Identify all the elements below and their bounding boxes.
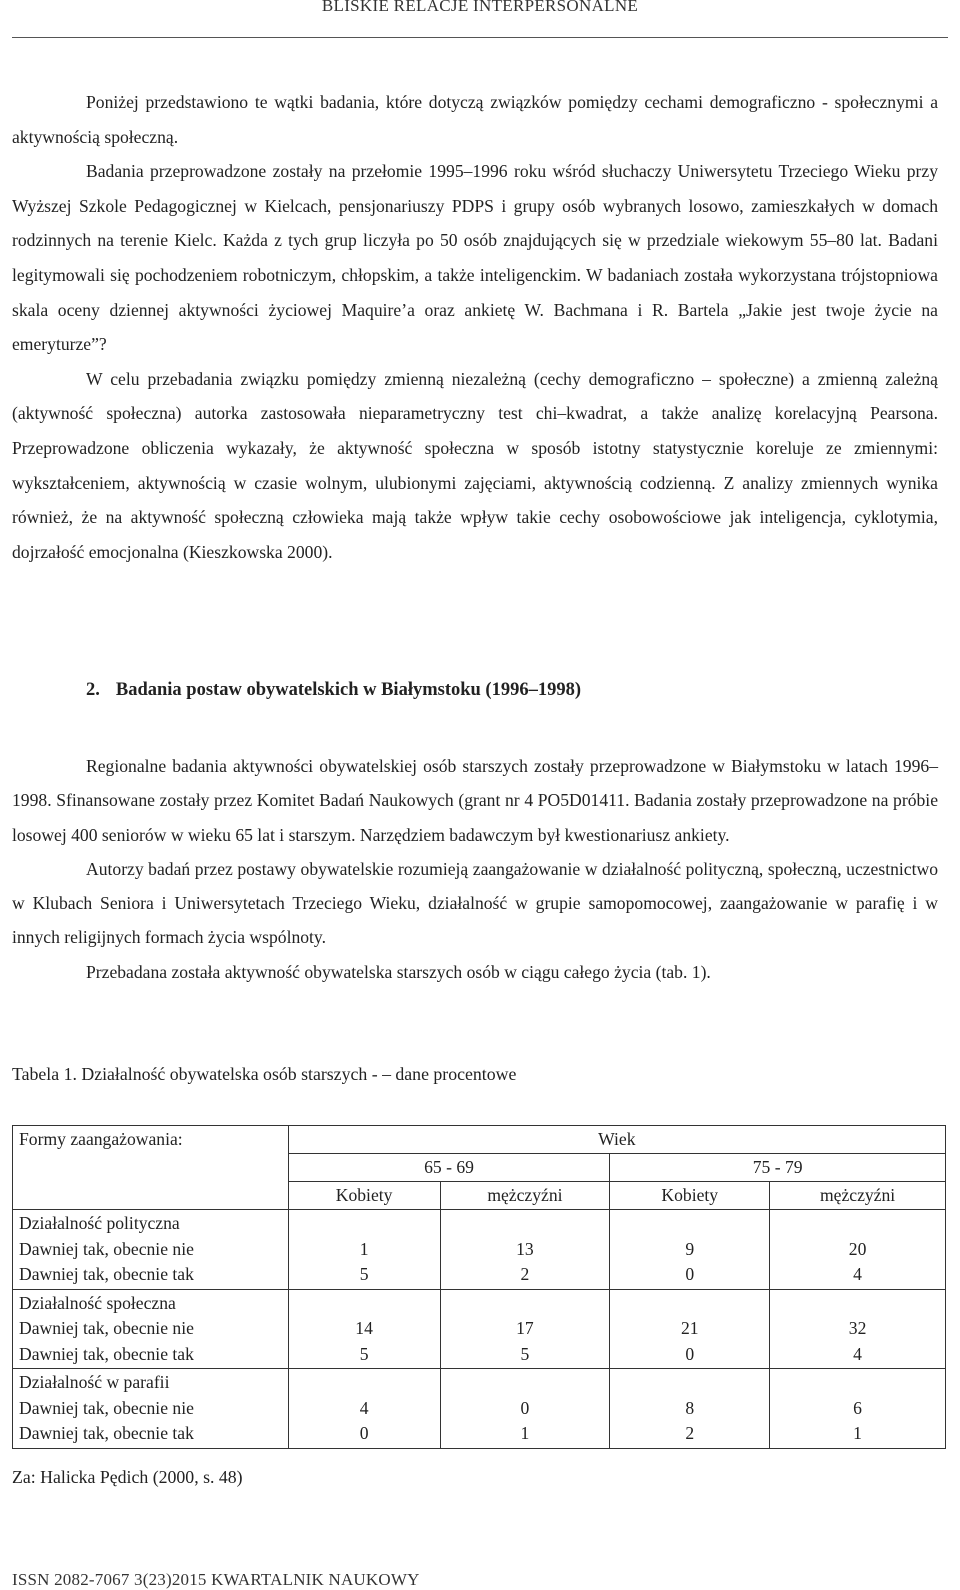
table-row	[13, 1289, 946, 1369]
sex-header-cell: mężczyźni	[770, 1182, 946, 1210]
sex-header-cell: Kobiety	[288, 1182, 440, 1210]
row-label-cell	[13, 1289, 289, 1369]
sex-header-cell: Kobiety	[610, 1182, 770, 1210]
group-title: Działalność w parafii	[19, 1372, 170, 1392]
row-label: Dawniej tak, obecnie tak	[19, 1343, 194, 1364]
row-label: Dawniej tak, obecnie nie	[19, 1238, 194, 1259]
paragraph: Autorzy badań przez postawy obywatelskie rozumieją zaangażowanie w działalność polityczną, społeczną, uczestnictwo w Klubach Seniora i Uniwersytetach Trzeciego Wieku, działalność w grupie samopomocowej, zaangażowanie w parafię i w innych religijnych formach życia wspólnoty.	[12, 858, 938, 948]
row-label: Dawniej tak, obecnie nie	[19, 1397, 194, 1418]
page-footer: ISSN 2082-7067 3(23)2015 KWARTALNIK NAUKOWY	[12, 1570, 420, 1589]
section-heading	[86, 680, 581, 701]
value-cell: 32 4	[770, 1289, 946, 1369]
age-header-cell: Wiek	[288, 1126, 945, 1154]
paragraph: Poniżej przedstawiono te wątki badania, które dotyczą związków pomiędzy cechami demograficzno - społecznymi a aktywnością społeczną.	[12, 92, 938, 147]
table-row	[13, 1210, 946, 1290]
intro-text	[12, 85, 938, 569]
row-label: Dawniej tak, obecnie tak	[19, 1423, 194, 1443]
value-cell: 0 1	[440, 1369, 610, 1449]
sex-header-cell: mężczyźni	[440, 1182, 610, 1210]
section-number: 2.	[86, 680, 100, 700]
group-title: Działalność polityczna	[19, 1213, 180, 1233]
table-source: Za: Halicka Pędich (2000, s. 48)	[12, 1467, 243, 1487]
header-rule	[12, 37, 948, 38]
value-cell: 6 1	[770, 1369, 946, 1449]
value-cell: 4 0	[288, 1369, 440, 1449]
age-group-cell: 65 - 69	[288, 1154, 610, 1182]
section-title: Badania postaw obywatelskich w Białymstoku (1996–1998)	[115, 680, 582, 700]
corner-header-cell: Formy zaangażowania:	[13, 1126, 289, 1210]
section-text	[12, 749, 938, 989]
value-cell: 20 4	[770, 1210, 946, 1290]
value-cell: 9 0	[610, 1210, 770, 1290]
row-label-cell	[13, 1210, 289, 1290]
paragraph: Regionalne badania aktywności obywatelskiej osób starszych zostały przeprowadzone w Białymstoku w latach 1996–1998. Sfinansowane zostały przez Komitet Badań Naukowych (grant nr 4 PO5D01411. Badania zostały przeprowadzone na próbie losowej 400 seniorów w wieku 65 lat i starszym. Narzędziem badawczym był kwestionariusz ankiety.	[12, 756, 938, 845]
paragraph: Badania przeprowadzone zostały na przełomie 1995–1996 roku wśród słuchaczy Uniwersytetu Trzeciego Wieku przy Wyższej Szkole Pedagogicznej w Kielcach, pensjonariuszy PDPS i grupy osób wybranych losowo, zamieszkałych w domach rodzinnych na terenie Kielc. Każda z tych grup liczyła po 50 osób znajdujących się w przedziale wiekowym 55–80 lat. Badani legitymowali się pochodzeniem robotniczym, chłopskim, a także inteligenckim. W badaniach została wykorzystana trójstopniowa skala oceny dziennej aktywności życiowej Maquire’a oraz ankietę W. Bachmana i R. Bartela „Jakie jest twoje życie na emeryturze”?	[12, 161, 938, 355]
value-cell: 17 5	[440, 1289, 610, 1369]
running-header: BLISKIE RELACJE INTERPERSONALNE	[321, 0, 639, 15]
paragraph: Przebadana została aktywność obywatelska starszych osób w ciągu całego życia (tab. 1).	[86, 961, 711, 982]
value-cell: 13 2	[440, 1210, 610, 1290]
group-title: Działalność społeczna	[19, 1292, 176, 1313]
value-cell: 14 5	[288, 1289, 440, 1369]
row-label: Dawniej tak, obecnie tak	[19, 1264, 194, 1284]
table-row	[13, 1369, 946, 1449]
data-table	[12, 1125, 946, 1449]
value-cell: 8 2	[610, 1369, 770, 1449]
value-cell: 21 0	[610, 1289, 770, 1369]
age-group-cell: 75 - 79	[610, 1154, 946, 1182]
value-cell: 1 5	[288, 1210, 440, 1290]
paragraph: W celu przebadania związku pomiędzy zmienną niezależną (cechy demograficzno – społeczne) a zmienną zależną (aktywność społeczna) autorka zastosowała nieparametryczny test chi–kwadrat, a także analizę korelacyjną Pearsona. Przeprowadzone obliczenia wykazały, że aktywność społeczna w sposób istotny statystycznie koreluje ze zmiennymi: wykształceniem, aktywnością w czasie wolnym, ulubionymi zajęciami, aktywnością codzienną. Z analizy zmiennych wynika również, że na aktywność społeczną człowieka mają także wpływ takie cechy osobowościowe jak inteligencja, cyklotymia, dojrzałość emocjonalna (Kieszkowska 2000).	[12, 368, 938, 562]
row-label: Dawniej tak, obecnie nie	[19, 1318, 194, 1338]
table-caption: Tabela 1. Działalność obywatelska osób starszych - – dane procentowe	[12, 1064, 517, 1084]
table-header-row	[13, 1126, 946, 1154]
row-label-cell	[13, 1369, 289, 1449]
